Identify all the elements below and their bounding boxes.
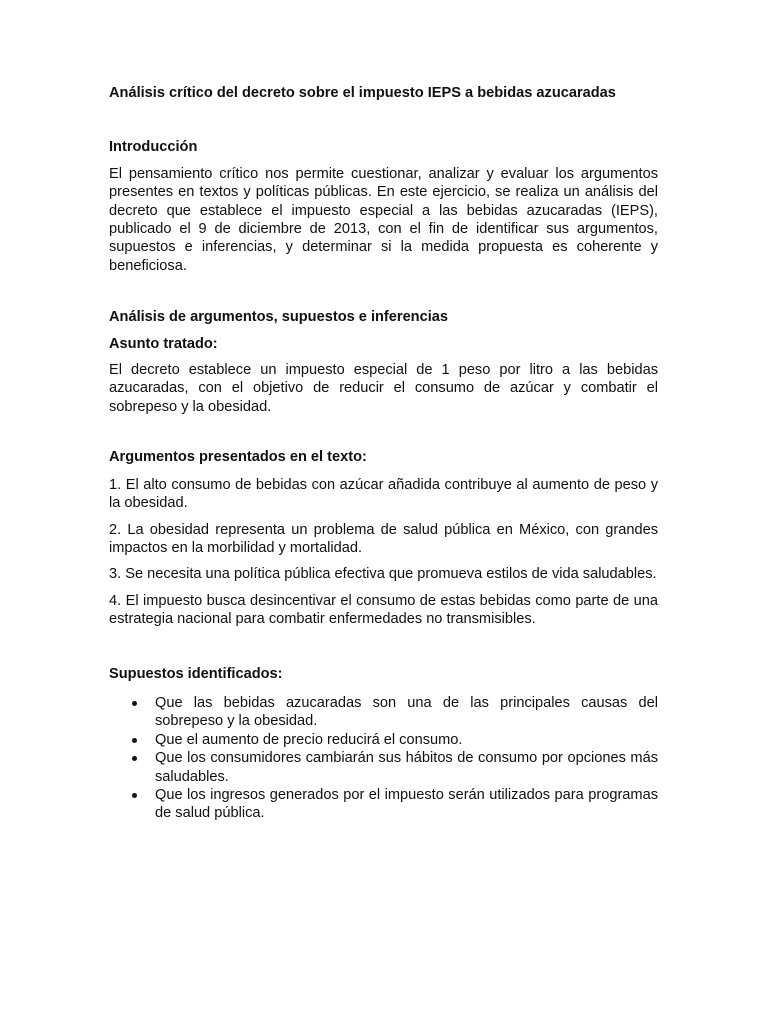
assumption-text: Que las bebidas azucaradas son una de las principales causas del sobrepeso y la obesidad. <box>155 694 658 730</box>
analysis-heading: Análisis de argumentos, supuestos e inferencias <box>109 309 449 326</box>
assumption-item <box>109 786 658 823</box>
arguments-list <box>109 476 658 629</box>
document-title: Análisis crítico del decreto sobre el impuesto IEPS a bebidas azucaradas <box>109 85 616 101</box>
document-page <box>109 84 658 823</box>
bullet-icon <box>132 701 137 706</box>
argument-item: 3. Se necesita una política pública efectiva que promueva estilos de vida saludables. <box>109 566 657 583</box>
assumption-item <box>109 694 658 731</box>
bullet-icon <box>132 793 137 798</box>
bullet-icon <box>132 756 137 761</box>
asunto-paragraph: El decreto establece un impuesto especial de 1 peso por litro a las bebidas azucaradas, con el objetivo de reducir el consumo de azúcar y combatir el sobrepeso y la obesidad. <box>109 362 658 415</box>
introduction-paragraph: El pensamiento crítico nos permite cuestionar, analizar y evaluar los argumentos presentes en textos y políticas públicas. En este ejercicio, se realiza un análisis del decreto que establece el impuesto especial a las bebidas azucaradas (IEPS), publicado el 9 de diciembre de 2013, con el fin de identificar sus argumentos, supuestos e inferencias, y determinar si la medida propuesta es coherente y beneficiosa. <box>109 165 658 274</box>
assumption-text: Que los ingresos generados por el impuesto serán utilizados para programas de salud pública. <box>155 786 658 822</box>
introduction-heading: Introducción <box>109 139 198 156</box>
assumptions-list <box>109 694 658 823</box>
asunto-heading: Asunto tratado: <box>109 335 218 352</box>
assumption-item <box>109 749 658 786</box>
bullet-icon <box>132 738 137 743</box>
arguments-heading: Argumentos presentados en el texto: <box>109 449 367 466</box>
argument-item: 4. El impuesto busca desincentivar el consumo de estas bebidas como parte de una estrategia nacional para combatir enfermedades no transmisibles. <box>109 592 658 628</box>
assumption-item <box>109 731 658 749</box>
assumption-text: Que el aumento de precio reducirá el consumo. <box>155 731 463 748</box>
argument-item: 2. La obesidad representa un problema de salud pública en México, con grandes impactos en la morbilidad y mortalidad. <box>109 521 658 556</box>
argument-item: 1. El alto consumo de bebidas con azúcar añadida contribuye al aumento de peso y la obesidad. <box>109 476 658 512</box>
assumption-text: Que los consumidores cambiarán sus hábitos de consumo por opciones más saludables. <box>155 750 658 785</box>
assumptions-heading: Supuestos identificados: <box>109 665 283 682</box>
